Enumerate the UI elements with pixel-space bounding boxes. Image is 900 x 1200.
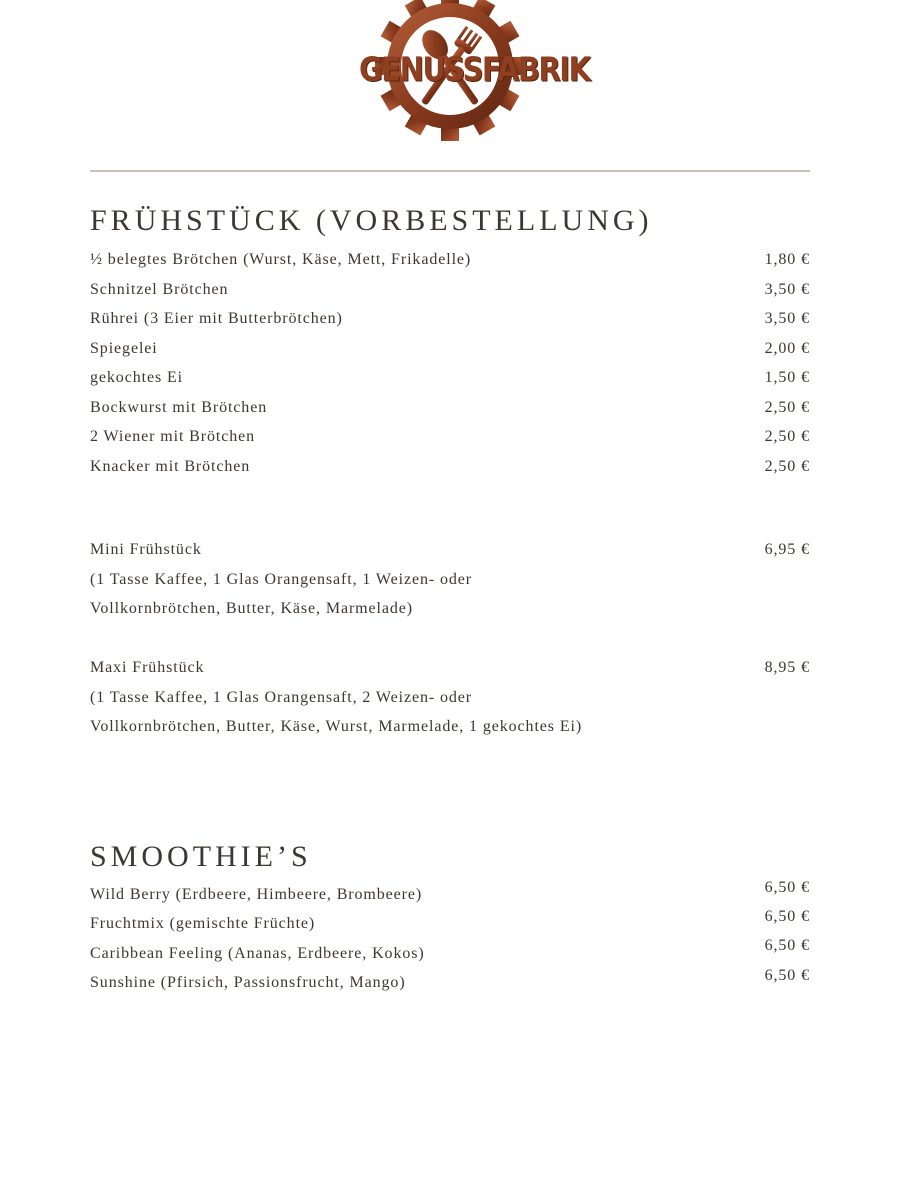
combo-price: 8,95 €	[764, 659, 810, 676]
combo-description: (1 Tasse Kaffee, 1 Glas Orangensaft, 2 Weizen- oder	[90, 689, 473, 706]
logo-text: GENUSSFABRIK	[359, 49, 590, 89]
menu-item-name: Caribbean Feeling (Ananas, Erdbeere, Kokos)	[90, 945, 425, 962]
menu-item-name: Spiegelei	[90, 340, 158, 357]
menu-item-price: 3,50 €	[764, 281, 810, 298]
menu-item-price: 2,00 €	[764, 340, 810, 357]
combo-name: Mini Frühstück	[90, 541, 202, 558]
section-title-fruehstueck: FRÜHSTÜCK (VORBESTELLUNG)	[90, 204, 653, 237]
menu-item-name: 2 Wiener mit Brötchen	[90, 428, 256, 445]
genussfabrik-logo	[359, 0, 590, 142]
menu-item-name: Fruchtmix (gemischte Früchte)	[90, 915, 316, 932]
menu-item-price: 6,50 €	[764, 967, 810, 984]
menu-item-name: Bockwurst mit Brötchen	[90, 399, 268, 416]
menu-item-name: Schnitzel Brötchen	[90, 281, 229, 298]
combo-description: Vollkornbrötchen, Butter, Käse, Wurst, Marmelade, 1 gekochtes Ei)	[90, 718, 583, 735]
menu-item-name: Rührei (3 Eier mit Butterbrötchen)	[90, 310, 343, 327]
combo-description: Vollkornbrötchen, Butter, Käse, Marmelade)	[90, 600, 414, 617]
menu-item-name: ½ belegtes Brötchen (Wurst, Käse, Mett, Frikadelle)	[90, 251, 472, 268]
menu-item-price: 2,50 €	[764, 399, 810, 416]
menu-item-price: 2,50 €	[764, 458, 810, 475]
section-title-smoothies: SMOOTHIE’S	[90, 840, 312, 873]
menu-item-price: 6,50 €	[764, 879, 810, 896]
menu-item-name: Wild Berry (Erdbeere, Himbeere, Brombeere)	[90, 886, 423, 903]
menu-item-name: Sunshine (Pfirsich, Passionsfrucht, Mango)	[90, 974, 406, 991]
combo-name: Maxi Frühstück	[90, 659, 205, 676]
combo-description: (1 Tasse Kaffee, 1 Glas Orangensaft, 1 Weizen- oder	[90, 571, 473, 588]
menu-item-name: Knacker mit Brötchen	[90, 458, 251, 475]
divider	[90, 170, 810, 172]
menu-item-price: 2,50 €	[764, 428, 810, 445]
menu-item-price: 1,50 €	[764, 369, 810, 386]
menu-item-price: 6,50 €	[764, 908, 810, 925]
menu-item-name: gekochtes Ei	[90, 369, 183, 386]
combo-price: 6,95 €	[764, 541, 810, 558]
menu-item-price: 1,80 €	[764, 251, 810, 268]
menu-item-price: 3,50 €	[764, 310, 810, 327]
menu-item-price: 6,50 €	[764, 937, 810, 954]
